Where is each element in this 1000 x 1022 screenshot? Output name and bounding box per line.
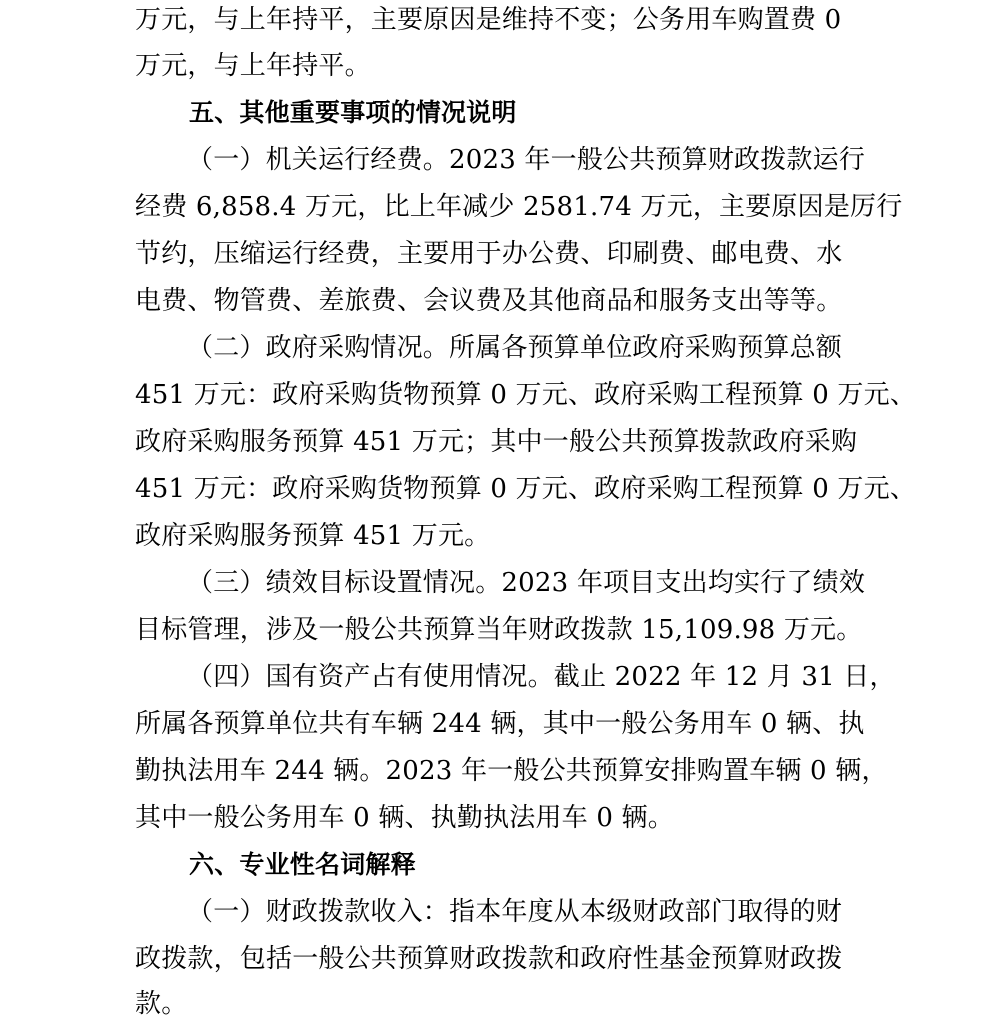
- text-line: 勤执法用车 244 辆。2023 年一般公共预算安排购置车辆 0 辆，: [135, 756, 888, 786]
- text-line: 所属各预算单位共有车辆 244 辆，其中一般公务用车 0 辆、执: [135, 709, 865, 739]
- text-line: （一）财政拨款收入：指本年度从本级财政部门取得的财: [187, 897, 843, 927]
- text-line: 451 万元：政府采购货物预算 0 万元、政府采购工程预算 0 万元、: [135, 380, 917, 410]
- text-line: 政府采购服务预算 451 万元；其中一般公共预算拨款政府采购: [135, 427, 858, 457]
- text-line: 万元，与上年持平。: [135, 51, 371, 81]
- section-heading: 五、其他重要事项的情况说明: [189, 98, 517, 127]
- text-line: 节约，压缩运行经费，主要用于办公费、印刷费、邮电费、水: [135, 239, 843, 269]
- text-line: 政拨款，包括一般公共预算财政拨款和政府性基金预算财政拨: [135, 944, 843, 974]
- text-line: 经费 6,858.4 万元，比上年减少 2581.74 万元，主要原因是厉行: [135, 192, 903, 222]
- text-line: （三）绩效目标设置情况。2023 年项目支出均实行了绩效: [187, 568, 866, 598]
- text-line: 451 万元：政府采购货物预算 0 万元、政府采购工程预算 0 万元、: [135, 474, 917, 504]
- text-line: 万元，与上年持平，主要原因是维持不变；公务用车购置费 0: [135, 5, 842, 35]
- text-line: 目标管理，涉及一般公共预算当年财政拨款 15,109.98 万元。: [135, 615, 863, 645]
- text-line: （一）机关运行经费。2023 年一般公共预算财政拨款运行: [187, 145, 866, 175]
- section-heading: 六、专业性名词解释: [189, 850, 416, 879]
- text-line: 电费、物管费、差旅费、会议费及其他商品和服务支出等等。: [135, 286, 843, 316]
- text-line: （四）国有资产占有使用情况。截止 2022 年 12 月 31 日，: [187, 662, 896, 692]
- text-line: 政府采购服务预算 451 万元。: [135, 521, 491, 551]
- text-line: 其中一般公务用车 0 辆、执勤执法用车 0 辆。: [135, 803, 674, 833]
- text-line: （二）政府采购情况。所属各预算单位政府采购预算总额: [187, 333, 843, 363]
- text-line: 款。: [135, 989, 188, 1019]
